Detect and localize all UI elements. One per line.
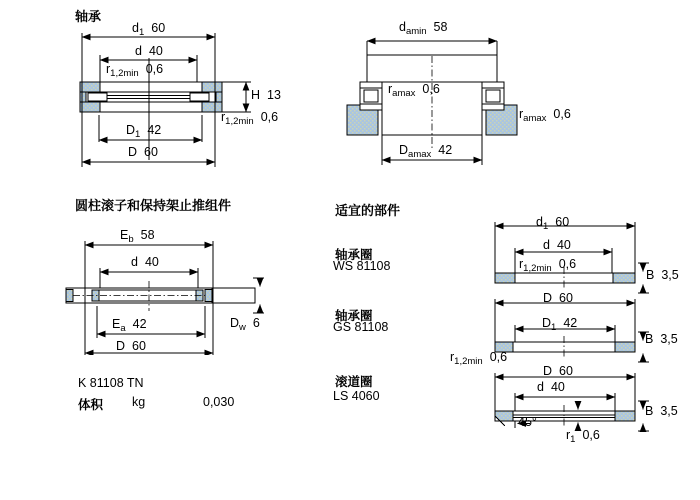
section-title-suitable-parts: 适宜的部件	[335, 203, 401, 218]
dim-subscript: amax	[523, 113, 547, 124]
dim-symbol: B	[645, 332, 654, 346]
dim-value: 13	[267, 88, 281, 102]
dim-assembly-d	[131, 256, 159, 272]
dim-subscript: 1	[551, 322, 557, 333]
mounted-bearing-left	[360, 82, 382, 110]
dim-subscript: amin	[405, 26, 427, 37]
dim-symbol: d	[135, 44, 142, 58]
dim-value: 60	[559, 364, 573, 378]
part-code: GS 81108	[333, 320, 389, 334]
dim-ls-chamfer-angle	[518, 416, 537, 429]
dim-subscript: w	[239, 322, 246, 333]
dim-abutment-ramax-inner	[388, 83, 440, 99]
dim-ws-B	[646, 269, 679, 285]
dim-symbol: D	[116, 339, 126, 353]
dim-value: 42	[563, 316, 578, 330]
dim-value: 3,5	[660, 404, 678, 418]
dim-assembly-D	[116, 340, 146, 356]
dim-value: 0,6	[145, 62, 164, 76]
dim-symbol: r	[566, 428, 571, 442]
dim-symbol: r	[221, 110, 226, 124]
dim-value: 42	[438, 143, 453, 157]
dim-value: 58	[433, 20, 448, 34]
dim-value: 60	[144, 145, 158, 159]
dim-gs-B	[645, 333, 678, 349]
dim-assembly-Eb	[120, 229, 155, 245]
dim-gs-D1	[542, 317, 577, 333]
dim-value: 0,6	[422, 82, 440, 96]
roller-cage-assembly-diagram	[55, 230, 290, 355]
dim-abutment-damin	[399, 21, 447, 37]
dim-symbol: d	[132, 21, 139, 35]
dim-ws-d	[543, 239, 571, 255]
dim-value: 3,5	[660, 332, 678, 346]
roller	[212, 288, 255, 303]
mass-value: 0,030	[203, 395, 235, 409]
dim-symbol: D	[542, 316, 552, 330]
dim-bearing-r12-bottom	[221, 111, 278, 127]
dim-bearing-d1	[132, 22, 165, 38]
part-type: 轴承圈	[335, 309, 373, 323]
dim-value: 3,5	[661, 268, 679, 282]
dim-symbol: r	[519, 257, 524, 271]
dim-value: 42	[147, 123, 162, 137]
dim-subscript: 1,2min	[110, 68, 139, 79]
part-type: 滚道圈	[335, 375, 373, 389]
dim-symbol: D	[126, 123, 136, 137]
dim-subscript: 1	[138, 27, 145, 38]
dim-symbol: d	[536, 215, 543, 229]
dim-value: 0,6	[553, 107, 571, 121]
dim-subscript: 1	[135, 129, 141, 140]
dim-ls-d	[537, 381, 565, 397]
dim-symbol: E	[112, 317, 121, 331]
shaft-washer-hatch	[80, 82, 100, 92]
dim-symbol: D	[399, 143, 409, 157]
mounted-bearing-right	[482, 82, 504, 110]
bearing-body	[80, 82, 222, 112]
dim-symbol: D	[543, 364, 553, 378]
dim-bearing-H	[251, 89, 281, 105]
dim-symbol: D	[230, 316, 240, 330]
dim-bearing-r12-top	[106, 63, 163, 79]
dim-ws-d1	[536, 216, 569, 232]
dim-value: 0,6	[489, 350, 508, 364]
dim-value: 40	[148, 44, 163, 58]
dim-bearing-D	[128, 146, 158, 162]
dim-subscript: amax	[392, 88, 416, 99]
dim-ls-D	[543, 365, 573, 381]
dim-symbol: B	[646, 268, 655, 282]
dim-gs-r12	[450, 351, 507, 367]
dim-value: 0,6	[582, 428, 600, 442]
dim-subscript: 1	[570, 434, 576, 445]
dim-subscript: 1,2min	[225, 116, 254, 127]
dim-ls-r1	[566, 429, 600, 445]
dim-subscript: b	[128, 234, 134, 245]
part-code: WS 81108	[333, 259, 391, 273]
dim-symbol: r	[519, 107, 524, 121]
mass-label: 体积	[78, 398, 104, 412]
dim-value: 40	[556, 238, 571, 252]
abutment-dimensions-diagram	[340, 20, 590, 170]
dim-symbol: E	[120, 228, 129, 242]
dim-bearing-d	[135, 45, 163, 61]
dim-assembly-Ea	[112, 318, 147, 334]
dim-symbol: D	[543, 291, 553, 305]
designation-code: K 81108 TN	[78, 376, 144, 390]
dim-subscript: 1	[542, 221, 549, 232]
dim-value: 60	[151, 21, 166, 35]
dim-value: 60	[559, 291, 573, 305]
part-type: 轴承圈	[335, 248, 373, 262]
dim-value: 0,6	[260, 110, 279, 124]
section-title-assembly: 圆柱滚子和保持架止推组件	[75, 198, 232, 213]
section-title-bearing: 轴承	[75, 9, 102, 24]
dim-subscript: amax	[408, 149, 432, 160]
dim-value: 60	[132, 339, 146, 353]
dim-symbol: H	[251, 88, 261, 102]
dim-subscript: 1,2min	[523, 263, 552, 274]
dim-symbol: d	[537, 380, 544, 394]
dim-symbol: d	[399, 20, 406, 34]
dim-symbol: D	[128, 145, 138, 159]
dim-bearing-D1	[126, 124, 161, 140]
dim-gs-D	[543, 292, 573, 308]
dim-value: 6	[252, 316, 260, 330]
dim-subscript: a	[120, 323, 126, 334]
dim-symbol: d	[543, 238, 550, 252]
roller	[190, 93, 209, 101]
dim-symbol: r	[450, 350, 455, 364]
dim-ws-r12	[519, 258, 576, 274]
roller	[88, 93, 107, 101]
dim-value: 0,6	[558, 257, 577, 271]
dim-symbol: d	[131, 255, 138, 269]
dim-value: 45°	[518, 415, 537, 429]
dim-value: 60	[555, 215, 570, 229]
dim-symbol: r	[388, 82, 393, 96]
dim-value: 40	[550, 380, 565, 394]
dim-value: 58	[140, 228, 155, 242]
dim-subscript: 1,2min	[454, 356, 483, 367]
dim-abutment-ramax-outer	[519, 108, 571, 124]
housing-washer-hatch	[80, 102, 100, 112]
dim-symbol: r	[106, 62, 111, 76]
dim-value: 42	[132, 317, 147, 331]
dim-symbol: B	[645, 404, 654, 418]
dim-ls-B	[645, 405, 678, 421]
dim-value: 40	[144, 255, 159, 269]
dim-assembly-Dw	[230, 317, 260, 333]
cage-band	[66, 281, 255, 311]
part-code: LS 4060	[333, 389, 380, 403]
dim-abutment-Damax	[399, 144, 452, 160]
mass-unit: kg	[132, 395, 146, 409]
